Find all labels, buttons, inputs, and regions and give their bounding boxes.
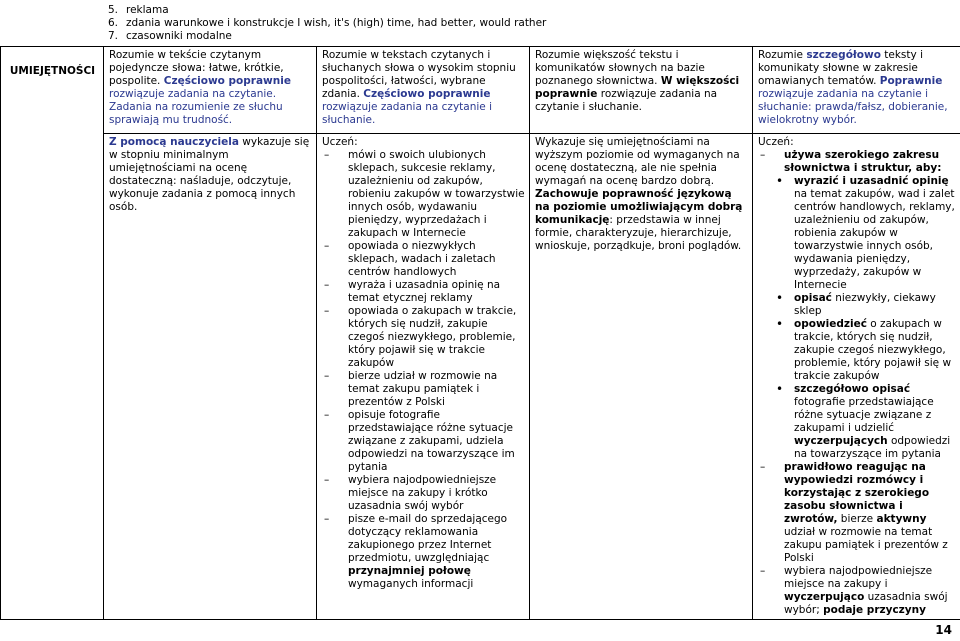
emphasis-text: Z pomocą nauczyciela (109, 136, 239, 148)
emphasis-text: wyczerpujących (794, 435, 888, 447)
list-item: – opowiada o zakupach w trakcie, których się nudził, zakupie czegoś niezwykłego, problemie, który pojawił się w trakcie zakupów (322, 305, 525, 370)
emphasis-text: W większości poprawnie (535, 75, 740, 100)
emphasis-text: Częściowo poprawnie (363, 88, 491, 100)
cell-text: o zakupach w trakcie, których się nudził, zakupie czegoś niezwykłego, problemie, który pojawił się w trakcie zakupów (794, 318, 952, 382)
list-item (758, 461, 956, 565)
emphasis-text: szczegółowo (806, 49, 881, 61)
list-item: – bierze udział w rozmowie na temat zakupu pamiątek i prezentów z Polski (322, 370, 525, 409)
cell-text: Wykazuje się umiejętnościami na wyższym poziomie od wymaganych na ocenę dostateczną, ale nie spełnia wymagań na ocenę bardzo dobrą. (535, 136, 740, 187)
table-cell (104, 134, 317, 620)
list-item: – mówi o swoich ulubionych sklepach, sukcesie reklamy, uzależnieniu od zakupów, robieniu zakupów w towarzystwie innych osób, wydawaniu pieniędzy, wyprzedażach i zakupach w Internecie (322, 149, 525, 240)
page-number: 14 (935, 623, 952, 637)
row-label: UMIEJĘTNOŚCI (9, 65, 96, 77)
dash-list (758, 149, 956, 617)
list-text: reklama (126, 4, 169, 16)
list-item (758, 292, 956, 318)
list-item (108, 30, 958, 43)
emphasis-text: aktywny (876, 513, 927, 525)
emphasis-text: przynajmniej połowę (348, 565, 471, 577)
cell-text: wybiera najodpowiedniejsze miejsce na zakupy i (784, 565, 933, 590)
row-label-cell (1, 47, 104, 620)
table-cell (317, 47, 530, 134)
cell-text: teksty i komunikaty słowne w zakresie omawianych tematów. (758, 49, 923, 87)
list-item (758, 565, 956, 617)
list-item: – wybiera najodpowiedniejsze miejsce na zakupy i krótko uzasadnia swój wybór (322, 474, 525, 513)
cell-text: pisze e-mail do sprzedającego dotyczący reklamowania zakupionego przez Internet przedmiotu, uwzględniając (348, 513, 508, 564)
dash-list (322, 149, 525, 591)
list-number: 5. (108, 4, 119, 16)
cell-text: uzasadnia swój wybór; (784, 591, 948, 616)
emphasis-text: prawidłowo reagując na wypowiedzi rozmówcy i korzystając z szerokiego zasobu słownictwa i zwrotów, (784, 461, 930, 525)
table-cell (530, 134, 753, 620)
emphasis-text: Częściowo poprawnie (163, 75, 291, 87)
list-item (758, 318, 956, 383)
cell-text: bierze (837, 513, 877, 525)
top-numbered-list (108, 4, 958, 43)
list-item (758, 175, 956, 292)
list-text: czasowniki modalne (126, 30, 232, 42)
emphasis-text: używa szerokiego zakresu słownictwa i struktur, aby: (784, 149, 942, 174)
list-item (108, 17, 958, 30)
list-number: 6. (108, 17, 119, 29)
emphasis-text: opisać (794, 292, 832, 304)
emphasis-text: szczegółowo opisać (794, 383, 911, 395)
emphasis-text: Poprawnie (879, 75, 943, 87)
list-item (322, 513, 525, 591)
cell-text: na temat zakupów, wad i zalet centrów handlowych, reklamy, uzależnieniu od zakupów, robienia zakupów w towarzystwie innych osób, wydawania pieniędzy, wyprzedaży, zakupów w Internecie (794, 188, 955, 291)
cell-text: wymaganych informacji (348, 578, 474, 590)
cell-intro: Uczeń: (322, 136, 358, 148)
table-cell (317, 134, 530, 620)
list-item: – wyraża i uzasadnia opinię na temat etycznej reklamy (322, 279, 525, 305)
table-cell (753, 134, 960, 620)
cell-text: udział w rozmowie na temat zakupu pamiątek i prezentów z Polski (784, 526, 948, 564)
list-item (108, 4, 958, 17)
cell-text: rozwiązuje zadania na czytanie i słuchanie: prawda/fałsz, dobieranie, wielokrotny wybór. (758, 88, 948, 126)
cell-text: odpowiedzi na towarzyszące im pytania (794, 435, 951, 460)
cell-text: Rozumie większość tekstu i komunikatów słownych na bazie poznanego słownictwa. (535, 49, 705, 87)
table-cell (530, 47, 753, 134)
emphasis-text: podaje przyczyny (823, 604, 926, 616)
cell-text: fotografie przedstawiające różne sytuacje związane z zakupami i udzielić (794, 396, 934, 434)
list-text: zdania warunkowe i konstrukcje I wish, it's (high) time, had better, would rather (126, 17, 547, 29)
bullet-list (758, 175, 956, 461)
emphasis-text: wyrazić i uzasadnić opinię (794, 175, 949, 187)
cell-text: wykazuje się w stopniu minimalnym umiejętnościami na ocenę dostateczną: naśladuje, odczytuje, wykonuje zadania z pomocą innych osób. (109, 136, 310, 213)
cell-text: niezwykły, ciekawy sklep (794, 292, 936, 317)
cell-text: Rozumie (758, 49, 807, 61)
cell-text: Rozumie w tekście czytanym pojedyncze słowa: łatwe, krótkie, pospolite. (109, 49, 284, 87)
cell-text: rozwiązuje zadania na czytanie i słuchanie. (535, 88, 718, 113)
table-cell (104, 47, 317, 134)
cell-text: : przedstawia w innej formie, charakteryzuje, hierarchizuje, wnioskuje, porządkuje, broni poglądów. (535, 214, 742, 252)
cell-text: rozwiązuje zadania na czytanie. Zadania na rozumienie ze słuchu sprawiają mu trudność. (109, 88, 283, 126)
table-cell (753, 47, 960, 134)
list-item (758, 149, 956, 461)
emphasis-text: Zachowuje poprawność językową na poziomie umożliwiającym dobrą komunikację (535, 188, 743, 226)
emphasis-text: wyczerpująco (784, 591, 865, 603)
cell-text: rozwiązuje zadania na czytanie i słuchanie. (322, 101, 492, 126)
list-item (758, 383, 956, 461)
list-number: 7. (108, 30, 119, 42)
requirements-table (0, 46, 960, 620)
table-row (1, 134, 960, 620)
list-item: – opowiada o niezwykłych sklepach, wadach i zaletach centrów handlowych (322, 240, 525, 279)
emphasis-text: opowiedzieć (794, 318, 867, 330)
list-item: – opisuje fotografie przedstawiające różne sytuacje związane z zakupami, udziela odpowiedzi na towarzyszące im pytania (322, 409, 525, 474)
table-row (1, 47, 960, 134)
cell-intro: Uczeń: (758, 136, 794, 148)
cell-text: Rozumie w tekstach czytanych i słuchanych słowa o wysokim stopniu pospolitości, łatwości, wybrane zdania. (322, 49, 516, 100)
